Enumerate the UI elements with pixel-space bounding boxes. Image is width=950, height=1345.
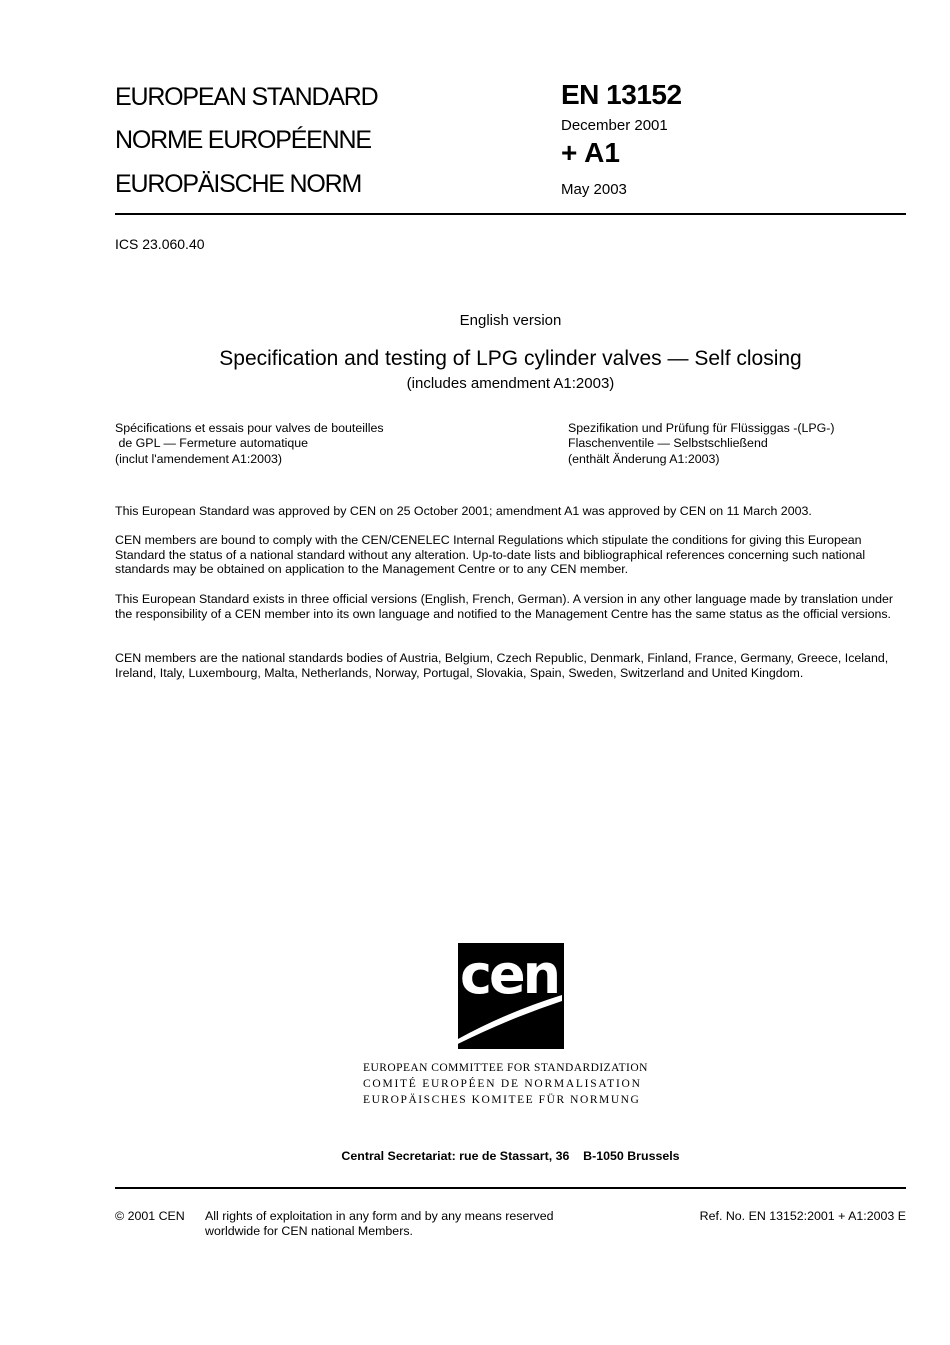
amendment-label: + A1 [561,137,620,168]
approval-paragraph: This European Standard was approved by CEN on 25 October 2001; amendment A1 was approved by CEN on 11 March 2003. [115,504,812,518]
standard-title-german: EUROPÄISCHE NORM [115,170,362,198]
french-title-line: (inclut l'amendement A1:2003) [115,451,282,466]
rights-statement [205,1209,554,1240]
rights-line: All rights of exploitation in any form and by any means reserved [205,1209,554,1223]
header-divider [115,213,906,215]
german-title [568,421,835,467]
amendment-note: (includes amendment A1:2003) [406,375,615,392]
committee-name-french: COMITÉ EUROPÉEN DE NORMALISATION [363,1078,642,1090]
committee-name-english: EUROPEAN COMMITTEE FOR STANDARDIZATION [363,1062,648,1074]
committee-name-german: EUROPÄISCHES KOMITEE FÜR NORMUNG [363,1094,641,1106]
french-title-line: de GPL — Fermeture automatique [115,436,309,451]
versions-paragraph: This European Standard exists in three official versions (English, French, German). A version in any other language made by translation under the responsibility of a CEN member into its own language and notified to the Management Centre has the same status as the official versions. [115,592,894,621]
standard-number: EN 13152 [561,79,682,110]
standard-title-french: NORME EUROPÉENNE [115,126,371,154]
rights-line: worldwide for CEN national Members. [205,1224,413,1239]
central-secretariat: Central Secretariat: rue de Stassart, 36 B-1050 Brussels [341,1149,680,1163]
footer-divider [115,1187,906,1189]
german-title-line: (enthält Änderung A1:2003) [568,451,720,466]
french-title [115,421,384,467]
amendment-date: May 2003 [561,181,627,198]
compliance-paragraph: CEN members are bound to comply with the CEN/CENELEC Internal Regulations which stipulate the conditions for giving this European Standard the status of a national standard without any alteration. Up-to-date lists and bibliographical references concerning such national standards may be obtained on application to the Management Centre or to any CEN member. [115,533,866,577]
copyright: © 2001 CEN [115,1209,185,1223]
cen-logo-text: cen [459,943,559,1006]
document-title: Specification and testing of LPG cylinder valves — Self closing [219,347,802,370]
ics-code: ICS 23.060.40 [115,236,205,252]
standard-title-english: EUROPEAN STANDARD [115,83,378,111]
committee-names [363,1060,659,1108]
members-paragraph: CEN members are the national standards bodies of Austria, Belgium, Czech Republic, Denmark, Finland, France, Germany, Greece, Iceland, Ireland, Italy, Luxembourg, Malta, Netherlands, Norway, Portugal, Slovakia, Spain, Sweden, Switzerland and United Kingdom. [115,651,889,680]
standard-date: December 2001 [561,117,668,134]
german-title-line: Spezifikation und Prüfung für Flüssiggas -(LPG-) [568,421,835,435]
reference-number: Ref. No. EN 13152:2001 + A1:2003 E [699,1209,906,1223]
german-title-line: Flaschenventile — Selbstschließend [568,436,768,451]
cen-logo-graphic [458,943,564,1049]
cen-logo-icon [458,943,564,1054]
french-title-line: Spécifications et essais pour valves de bouteilles [115,421,384,435]
language-version: English version [459,312,562,329]
